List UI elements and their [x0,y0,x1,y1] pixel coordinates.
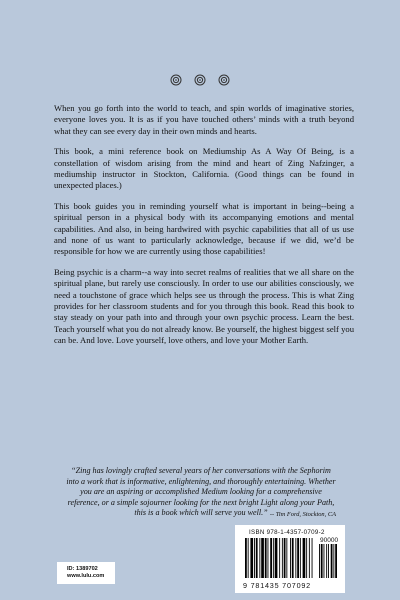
barcode-bar [256,538,258,578]
blurb-paragraph: Being psychic is a charm--a way into secret realms of realities that we all share on the spiritual plane, but rarely use consciously. In order to use our abilities consciously, we need a touchstone of grace which helps see us through the process. This is what Zing provides for her classroom students and for you through this book. Read this book to stay steady on your path into and through your own psychic process. Learn the best. Teach yourself what you do not already know. Be yourself, the highest biggest self you can be. And love. Love yourself, love others, and love your Mother Earth. [54,267,354,345]
price-code: 90000 [320,537,339,544]
barcode-bar [300,538,301,578]
testimonial-attribution: -- Tim Ford, Stockton, CA [269,511,336,518]
barcode-bar [297,538,299,578]
barcode-addon-bar [324,544,325,578]
barcode-addon-bar [333,544,334,578]
barcode-bar [248,538,249,578]
barcode-bar [312,538,313,578]
barcode-bar [282,538,283,578]
barcode-bar [250,538,253,578]
barcode-bar [270,538,272,578]
lulu-url: www.lulu.com [67,573,105,579]
spiral-icon [170,74,182,86]
barcode-addon-bar [326,544,327,578]
barcode-addon-bar [321,544,323,578]
barcode-addon-bar [319,544,320,578]
blurb-paragraph: This book guides you in reminding yourself what is important in being--being a spiritual person in a physical body with its accompanying emotions and mental capabilities. And also, in being hardwired with psychic capabilities that all of us use and none of us want to particularly acknowledge, because if we did, we’d be responsible for how we are currently using those capabilities! [54,201,354,257]
barcode-bar [268,538,269,578]
barcode-addon-bar [331,544,333,578]
barcode-bar [261,538,264,578]
barcode-bar [303,538,306,578]
isbn-digits: 9 781435 707092 [243,581,311,590]
barcode-bar [245,538,247,578]
barcode-bar [273,538,274,578]
barcode-bar [275,538,278,578]
barcode-bar [286,538,287,578]
blurb-paragraph: This book, a mini reference book on Mediumship As A Way Of Being, is a constellation of wisdom arising from the mind and heart of Zing Nafzinger, a mediumship instructor in Stockton, California. (Good things can be found in unexpected places.) [54,146,354,191]
barcode-bar [309,538,310,578]
isbn-barcode [235,525,345,593]
barcode-bar [254,538,255,578]
blurb-paragraph: When you go forth into the world to teach, and spin worlds of imaginative stories, everyone loves you. It is as if you have touched others’ minds with a truth beyond what they can see every day in their own minds and hearts. [54,103,354,136]
lulu-id-box [57,562,115,584]
blurb-text [54,103,354,356]
testimonial-quote: “Zing has lovingly crafted several years of her conversations with the Sephorim into a work that is informative, enlightening, and thoroughly entertaining. Whether you are an aspiring or accomplished Medium looking for a comprehensive reference, or a simple sojourner looking for the next bright Light along your Path, this is a book which will serve you well.” [66,466,336,518]
lulu-id: ID: 1389702 [67,566,98,572]
spiral-icon [218,74,230,86]
barcode-bar [259,538,260,578]
isbn-label: ISBN 978-1-4357-0709-2 [249,529,325,536]
barcode-bar [290,538,291,578]
barcode-bar [279,538,280,578]
barcode-addon-bar [335,544,337,578]
barcode-bar [292,538,294,578]
barcode-bar [284,538,286,578]
barcode-bars [245,538,337,580]
barcode-bar [295,538,296,578]
ornament-row [0,74,400,86]
barcode-addon-bar [328,544,329,578]
barcode-bar [306,538,307,578]
barcode-bar [265,538,267,578]
spiral-icon [194,74,206,86]
